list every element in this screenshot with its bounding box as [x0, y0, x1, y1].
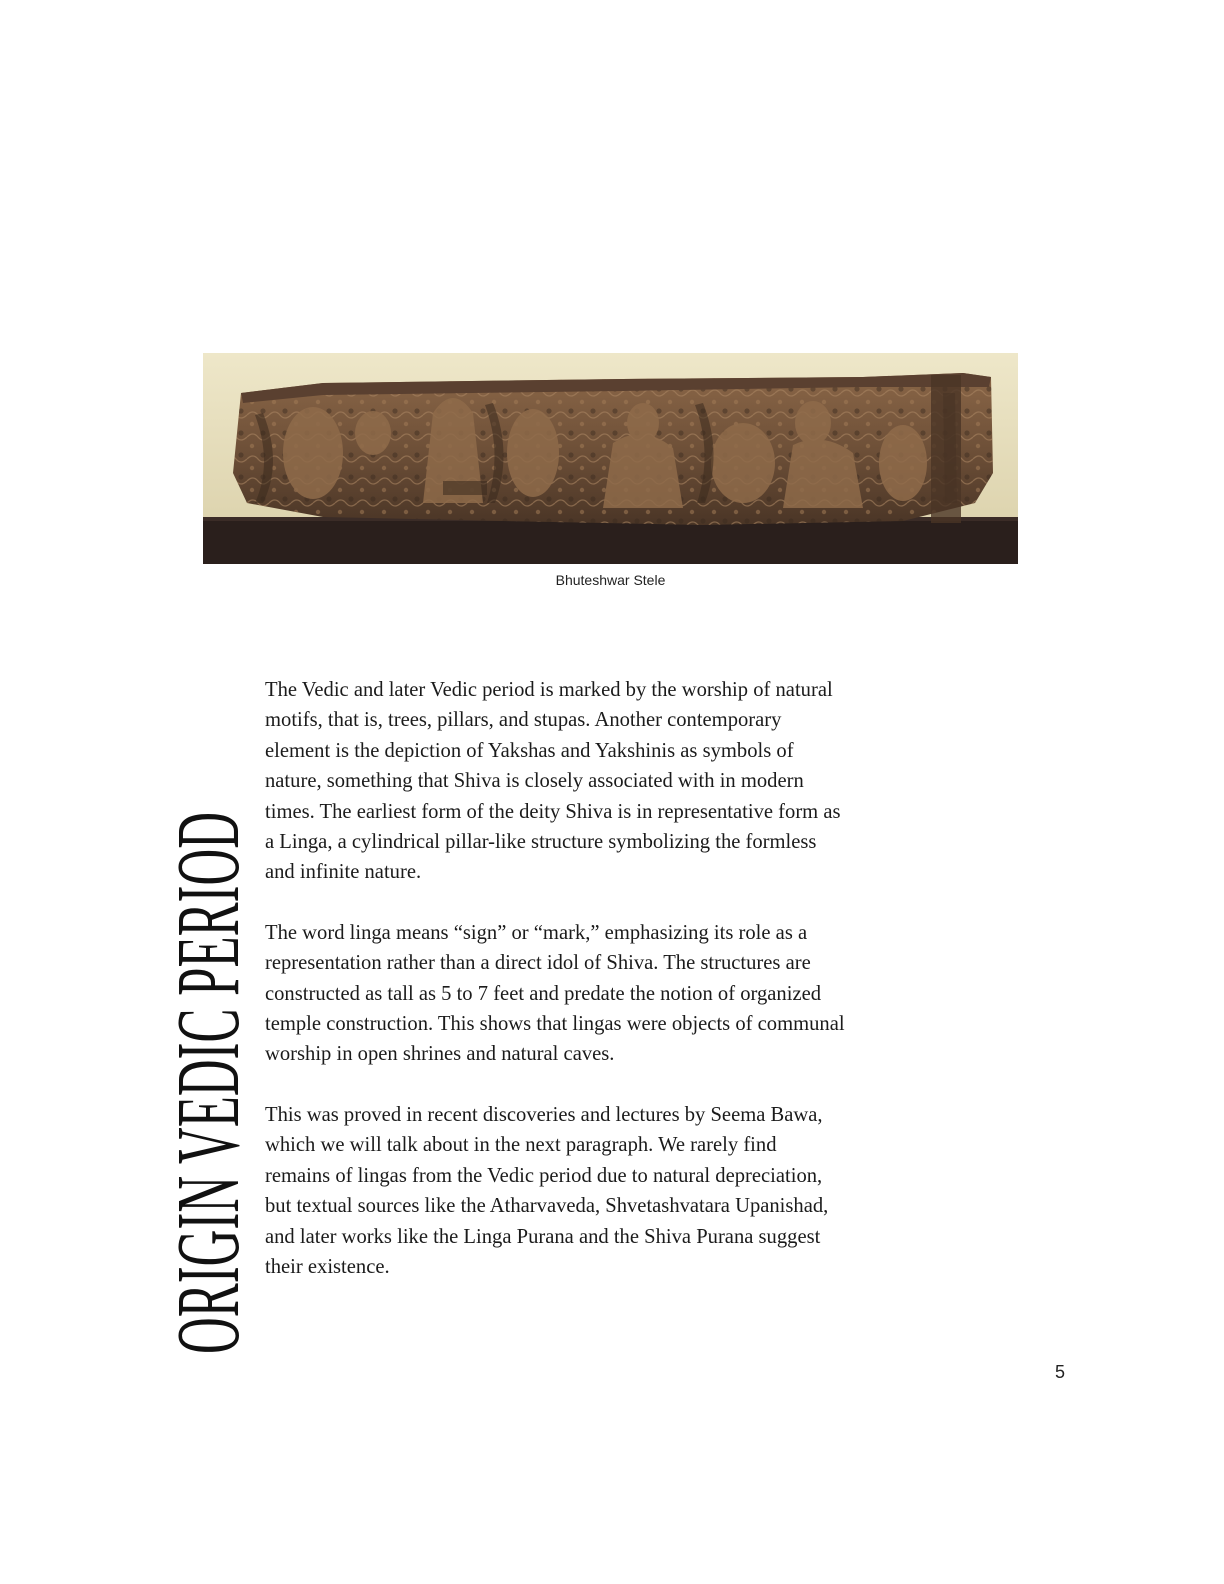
paragraph: The Vedic and later Vedic period is marked by the worship of natural motifs, that is, trees, pillars, and stupas. Another contemporary element is the depiction of Yakshas and Yakshinis as symbols of nature, something that Shiva is closely associated with in modern times. The earliest form of the deity Shiva is in representative form as a Linga, a cylindrical pillar-like structure symbolizing the formless and infinite nature.	[265, 679, 841, 884]
section-title-vertical	[159, 395, 258, 1354]
page-number: 5	[1054, 1362, 1065, 1382]
body-copy	[265, 675, 845, 1312]
figure-caption: Bhuteshwar Stele	[555, 572, 666, 588]
paragraph: This was proved in recent discoveries and lectures by Seema Bawa, which we will talk about in the next paragraph. We rarely find remains of lingas from the Vedic period due to natural depreciation, but textual sources like the Atharvaveda, Shvetashvatara Upanishad, and later works like the Linga Purana and the Shiva Purana suggest their existence.	[265, 1103, 829, 1278]
paragraph: The word linga means “sign” or “mark,” emphasizing its role as a representation rather than a direct idol of Shiva. The structures are constructed as tall as 5 to 7 feet and predate the notion of organized temple construction. This shows that lingas were objects of communal worship in open shrines and natural caves.	[265, 921, 845, 1066]
section-title-graphic	[159, 395, 258, 1354]
section-title-text: ORIGIN VEDIC PERIOD	[159, 395, 258, 1354]
stele-image	[203, 353, 1018, 564]
stele-photo	[203, 353, 1018, 564]
